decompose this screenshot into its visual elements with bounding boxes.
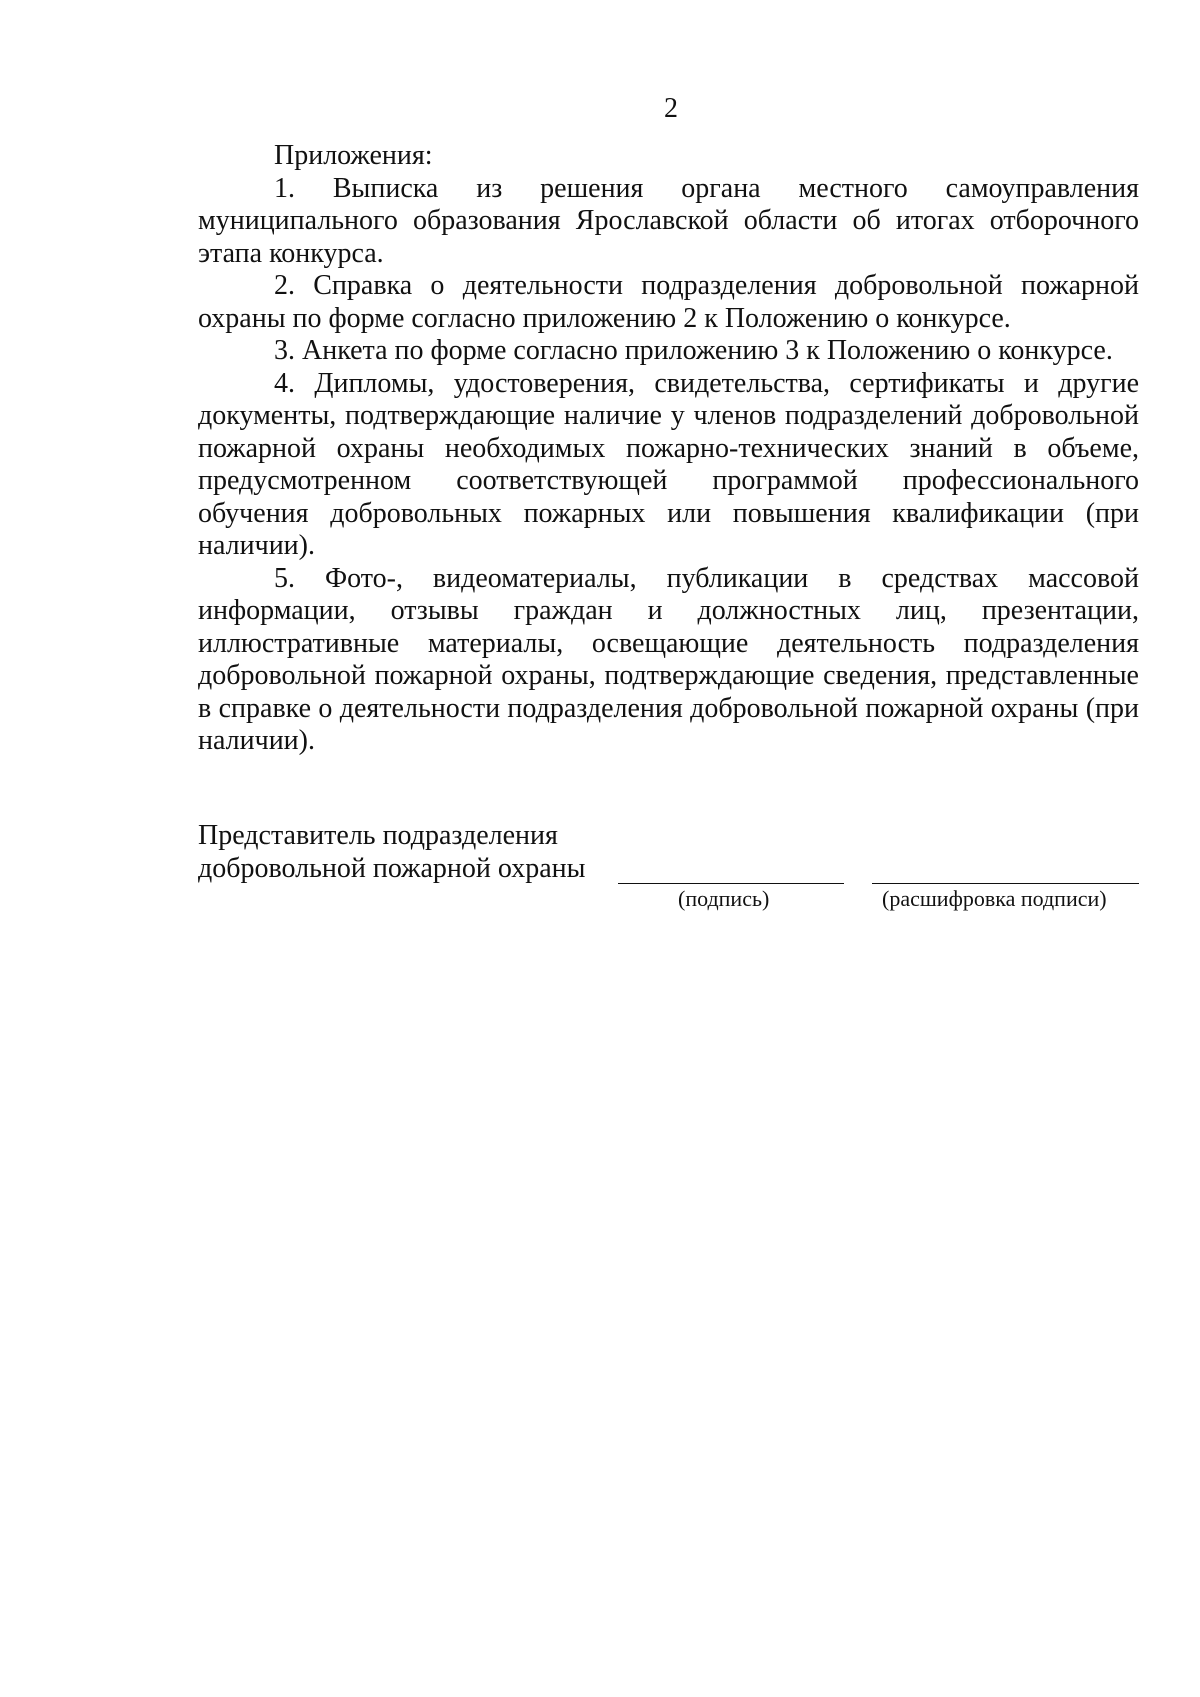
attachment-item-3: 3. Анкета по форме согласно приложению 3 к Положению о конкурсе. [274,335,1113,366]
signature-caption: (подпись) [678,886,770,911]
signature-name-line [872,883,1139,884]
attachments-heading: Приложения: [274,140,433,171]
attachment-item-5: 5. Фото-, видеоматериалы, публикации в средствах массовой информации, отзывы граждан и должностных лиц, презентации, иллюстративные материалы, освещающие деятельность подразделения добровольной пожарной охраны, подтверждающие сведения, представленные в справке о деятельности подразделения добровольной пожарной охраны (при наличии). [198,562,1139,756]
attachment-item-4: 4. Дипломы, удостоверения, свидетельства, сертификаты и другие документы, подтверждающие наличие у членов подразделений добровольной пожарной охраны необходимых пожарно-технических знаний в объеме, предусмотренном соответствующей программой профессионального обучения добровольных пожарных или повышения квалификации (при наличии). [198,367,1139,561]
page-number: 2 [664,93,678,124]
signature-line [618,883,844,884]
signature-label [198,819,585,885]
attachments-section [198,140,1139,758]
attachment-item-1: 1. Выписка из решения органа местного самоуправления муниципального образования Ярославской области об итогах отборочного этапа конкурса. [198,172,1139,269]
signature-name-caption: (расшифровка подписи) [882,886,1107,911]
signature-label-line-1: Представитель подразделения [198,820,558,851]
attachment-item-2: 2. Справка о деятельности подразделения добровольной пожарной охраны по форме согласно приложению 2 к Положению о конкурсе. [198,270,1139,334]
signature-block [198,819,1139,919]
signature-label-line-2: добровольной пожарной охраны [198,853,586,884]
